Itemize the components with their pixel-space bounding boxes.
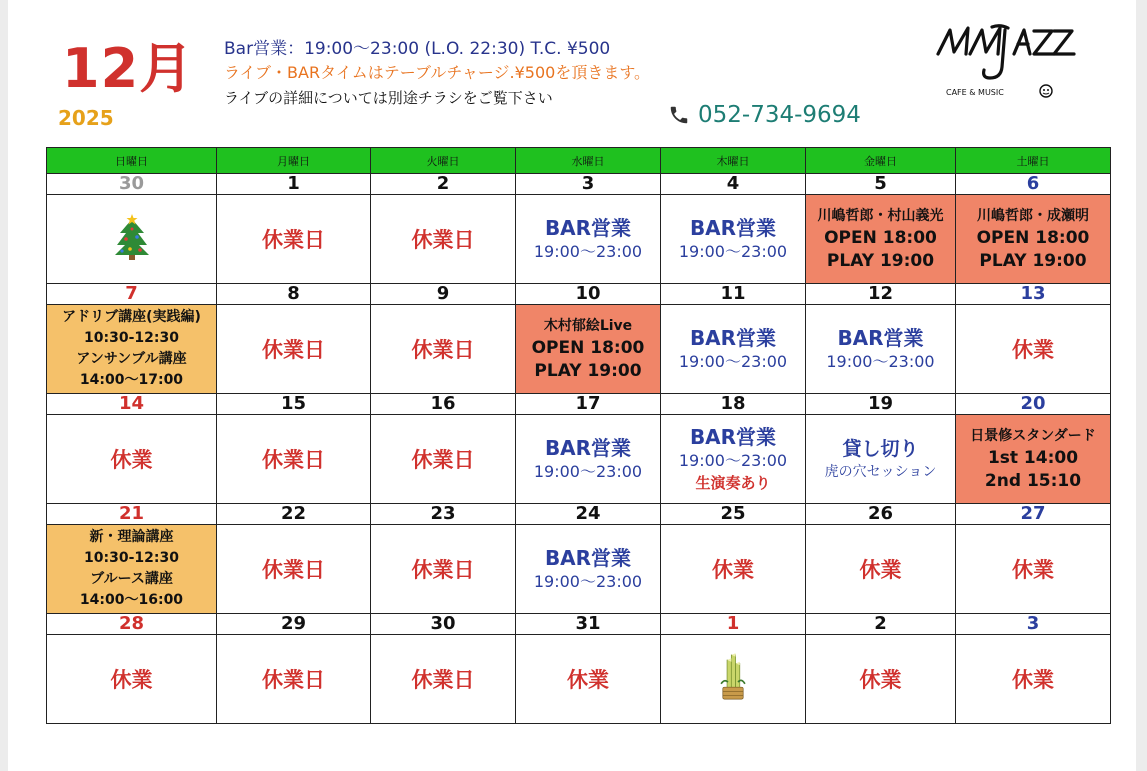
day-cell[interactable] (956, 415, 1111, 504)
date-number: 25 (661, 504, 806, 525)
live-play-time: PLAY 19:00 (826, 251, 935, 271)
closed-label: 休業 (110, 668, 153, 692)
weekday-header: 火曜日 (371, 148, 516, 174)
closed-label: 休業 (1012, 338, 1054, 362)
day-cell[interactable] (371, 525, 516, 614)
date-number: 30 (371, 614, 516, 635)
december-calendar (46, 147, 1111, 724)
event-row (47, 415, 1111, 504)
date-number: 18 (661, 394, 806, 415)
flyer-note-text: ライブの詳細については別途チラシをご覧下さい (224, 89, 553, 107)
date-number: 12 (806, 284, 956, 305)
day-cell[interactable] (956, 525, 1111, 614)
bar-hours: 19:00〜23:00 (678, 352, 788, 371)
bar-open-label: BAR営業 (544, 436, 632, 460)
date-number: 30 (47, 174, 217, 195)
date-number: 2 (371, 174, 516, 195)
date-row (47, 504, 1111, 525)
bar-open-label: BAR営業 (544, 216, 632, 240)
class-schedule-line: 10:30-12:30 (84, 330, 179, 346)
year-label: 2025 (58, 106, 114, 130)
date-number: 1 (217, 174, 371, 195)
closed-label: 休業 (712, 558, 754, 582)
phone-number[interactable] (668, 102, 861, 128)
day-cell[interactable] (806, 635, 956, 724)
date-row (47, 174, 1111, 195)
live-play-time: PLAY 19:00 (534, 361, 642, 381)
weekday-header: 木曜日 (661, 148, 806, 174)
date-number: 24 (516, 504, 661, 525)
live-music-note: 生演奏あり (695, 474, 771, 492)
live-event-title: 木村郁絵Live (543, 318, 633, 334)
closed-label: 休業日 (411, 668, 475, 692)
date-number: 9 (371, 284, 516, 305)
live-event-title: 日景修スタンダード (970, 428, 1096, 444)
date-number: 17 (516, 394, 661, 415)
date-number: 21 (47, 504, 217, 525)
day-cell[interactable] (516, 635, 661, 724)
live-open-time: 1st 14:00 (987, 448, 1079, 468)
day-cell[interactable] (47, 635, 217, 724)
day-cell[interactable] (516, 525, 661, 614)
bar-open-label: BAR営業 (837, 326, 924, 350)
month-title: 12月 (62, 37, 195, 100)
day-cell[interactable] (217, 195, 371, 284)
date-number: 15 (217, 394, 371, 415)
bar-hours: 19:00〜23:00 (533, 572, 643, 591)
day-cell[interactable] (217, 305, 371, 394)
day-cell[interactable] (516, 195, 661, 284)
date-number: 31 (516, 614, 661, 635)
day-cell[interactable] (806, 415, 956, 504)
weekday-header: 日曜日 (47, 148, 217, 174)
day-cell[interactable] (661, 195, 806, 284)
date-number: 19 (806, 394, 956, 415)
day-cell[interactable] (47, 525, 217, 614)
day-cell[interactable] (806, 305, 956, 394)
weekday-header: 土曜日 (956, 148, 1111, 174)
day-cell[interactable] (516, 415, 661, 504)
date-number: 22 (217, 504, 371, 525)
day-cell[interactable] (47, 305, 217, 394)
weekday-header: 月曜日 (217, 148, 371, 174)
event-row (47, 195, 1111, 284)
date-row (47, 614, 1111, 635)
closed-label: 休業 (110, 448, 153, 472)
bar-open-label: BAR営業 (689, 216, 777, 240)
bar-hours: 19:00〜23:00 (678, 451, 788, 470)
date-row (47, 394, 1111, 415)
bar-open-label: BAR営業 (689, 425, 777, 449)
class-schedule-line: アドリブ講座(実践編) (62, 309, 201, 325)
date-row (47, 284, 1111, 305)
live-play-time: 2nd 15:10 (984, 471, 1082, 491)
closed-label: 休業 (859, 668, 902, 692)
live-open-time: OPEN 18:00 (976, 228, 1090, 248)
bar-hours: 19:00〜23:00 (533, 242, 643, 261)
day-cell[interactable] (371, 195, 516, 284)
closed-label: 休業日 (262, 338, 325, 362)
closed-label: 休業日 (262, 558, 325, 582)
logo-face-icon (1040, 85, 1052, 97)
bar-hours: 19:00〜23:00 (533, 462, 643, 481)
date-number: 4 (661, 174, 806, 195)
bar-hours: 19:00〜23:00 (678, 242, 788, 261)
day-cell[interactable] (956, 635, 1111, 724)
day-cell[interactable] (371, 635, 516, 724)
day-cell[interactable] (661, 415, 806, 504)
day-cell[interactable] (47, 415, 217, 504)
closed-label: 休業日 (262, 668, 325, 692)
date-number: 1 (661, 614, 806, 635)
live-event-title: 川嶋哲郎・成瀬明 (977, 208, 1089, 224)
class-schedule-line: 14:00〜16:00 (79, 592, 184, 608)
phone-icon (668, 104, 690, 126)
day-cell[interactable] (956, 305, 1111, 394)
bar-open-label: BAR営業 (689, 326, 777, 350)
day-cell[interactable] (47, 195, 217, 284)
private-rental-label: 貸し切り (842, 438, 919, 460)
date-number: 7 (47, 284, 217, 305)
logo-sub-text: CAFE & MUSIC (946, 88, 1004, 97)
day-cell[interactable] (956, 195, 1111, 284)
bar-hours: 19:00〜23:00 (826, 352, 935, 371)
date-number: 20 (956, 394, 1111, 415)
class-schedule-line: アンサンブル講座 (76, 351, 187, 367)
day-cell[interactable] (806, 525, 956, 614)
live-event-title: 川嶋哲郎・村山義光 (817, 208, 944, 224)
rental-session-name: 虎の穴セッション (824, 464, 937, 480)
event-row (47, 305, 1111, 394)
day-cell[interactable] (661, 305, 806, 394)
date-number: 27 (956, 504, 1111, 525)
date-number: 23 (371, 504, 516, 525)
closed-label: 休業日 (411, 228, 475, 252)
bar-open-label: BAR営業 (544, 546, 632, 570)
event-row (47, 525, 1111, 614)
left-edge (0, 0, 8, 771)
day-cell[interactable] (217, 635, 371, 724)
event-row (47, 635, 1111, 724)
date-number: 3 (956, 614, 1111, 635)
weekday-header: 金曜日 (806, 148, 956, 174)
day-cell[interactable] (661, 525, 806, 614)
date-number: 11 (661, 284, 806, 305)
day-cell[interactable] (217, 525, 371, 614)
date-number: 16 (371, 394, 516, 415)
date-number: 10 (516, 284, 661, 305)
date-number: 3 (516, 174, 661, 195)
live-open-time: OPEN 18:00 (531, 338, 645, 358)
closed-label: 休業日 (411, 338, 475, 362)
closed-label: 休業日 (411, 558, 475, 582)
closed-label: 休業 (567, 668, 609, 692)
closed-label: 休業日 (262, 228, 325, 252)
date-number: 29 (217, 614, 371, 635)
phone-number-text: 052-734-9694 (698, 102, 861, 128)
date-number: 6 (956, 174, 1111, 195)
class-schedule-line: ブルース講座 (90, 571, 173, 587)
day-cell[interactable] (371, 305, 516, 394)
day-cell[interactable] (516, 305, 661, 394)
date-number: 26 (806, 504, 956, 525)
date-number: 13 (956, 284, 1111, 305)
day-cell[interactable] (661, 635, 806, 724)
closed-label: 休業 (859, 558, 902, 582)
bar-hours-text: Bar営業：19:00〜23:00 (L.O. 22:30) T.C. ¥500 (224, 39, 611, 59)
kadomatsu-icon (716, 650, 750, 704)
christmas-tree-icon (112, 213, 152, 261)
live-open-time: OPEN 18:00 (824, 228, 937, 248)
right-edge (1136, 0, 1147, 771)
charge-note-text: ライブ・BARタイムはテーブルチャージ.¥500を頂きます。 (224, 63, 651, 82)
date-number: 14 (47, 394, 217, 415)
day-cell[interactable] (371, 415, 516, 504)
weekday-header: 水曜日 (516, 148, 661, 174)
day-cell[interactable] (217, 415, 371, 504)
mm-jazz-logo (930, 22, 1080, 104)
date-number: 28 (47, 614, 217, 635)
closed-label: 休業日 (411, 448, 475, 472)
class-schedule-line: 新・理論講座 (89, 529, 174, 545)
class-schedule-line: 14:00〜17:00 (79, 372, 184, 388)
closed-label: 休業 (1012, 668, 1054, 692)
closed-label: 休業日 (262, 448, 325, 472)
class-schedule-line: 10:30-12:30 (84, 550, 179, 566)
date-number: 5 (806, 174, 956, 195)
date-number: 2 (806, 614, 956, 635)
weekday-header-row (47, 148, 1111, 174)
date-number: 8 (217, 284, 371, 305)
closed-label: 休業 (1012, 558, 1054, 582)
live-play-time: PLAY 19:00 (979, 251, 1087, 271)
day-cell[interactable] (806, 195, 956, 284)
